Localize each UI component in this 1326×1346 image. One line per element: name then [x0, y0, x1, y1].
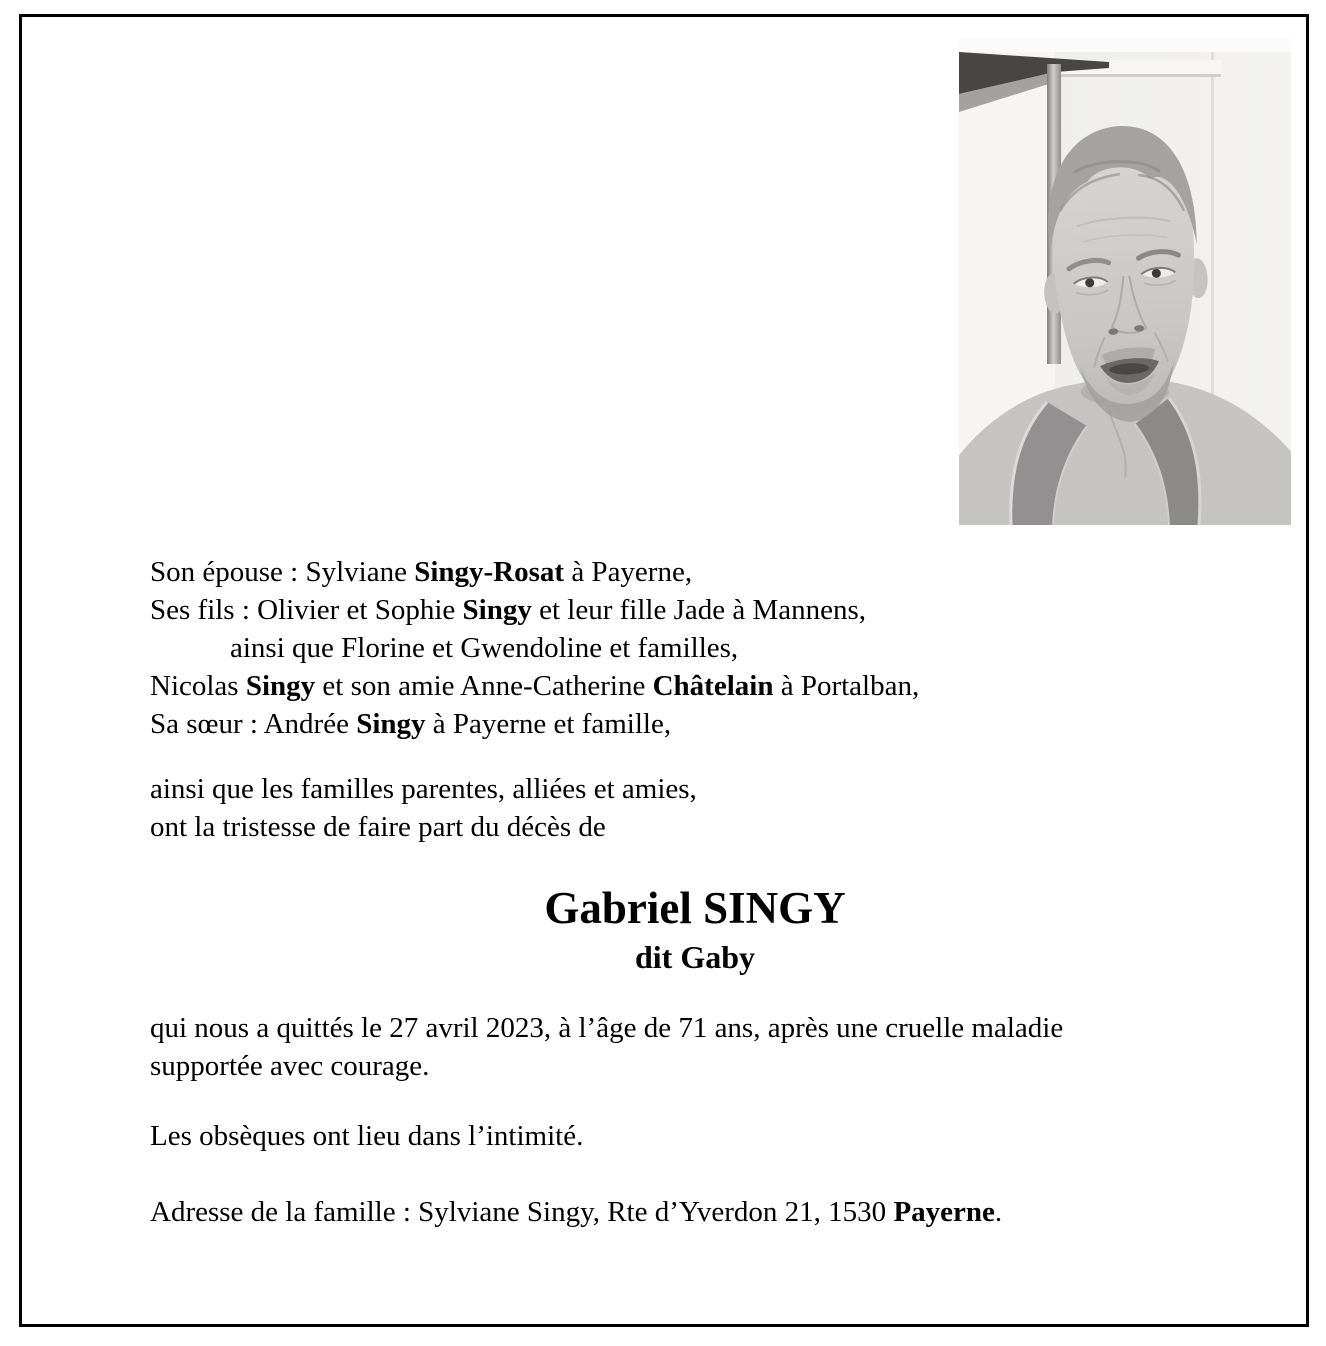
bold-text-segment: Payerne [893, 1196, 995, 1228]
text-segment: Les obsèques ont lieu dans l’intimité. [150, 1120, 584, 1152]
text-segment: et son amie Anne-Catherine [315, 670, 653, 702]
bold-text-segment: Châtelain [652, 670, 774, 702]
bold-text-segment: Singy [356, 708, 426, 740]
family-list [150, 553, 919, 743]
text-segment: à Portalban, [773, 670, 920, 702]
obituary-page [19, 14, 1309, 1327]
text-line [150, 1009, 1063, 1047]
funeral-notice [150, 1117, 583, 1155]
deceased-name: Gabriel SINGY [544, 883, 846, 933]
text-segment: Ses fils : Olivier et Sophie [150, 594, 463, 626]
portrait-photo-illustration [959, 38, 1291, 525]
text-segment: . [994, 1196, 1003, 1228]
text-segment: à Payerne, [564, 556, 693, 588]
portrait-photo [959, 38, 1291, 525]
text-line [150, 667, 919, 705]
text-line [150, 705, 919, 743]
text-line [150, 770, 697, 808]
deceased-name-block [150, 881, 1240, 979]
text-segment: Sa sœur : Andrée [150, 708, 357, 740]
text-segment: Adresse de la famille : Sylviane Singy, Rte d’Yverdon 21, 1530 [150, 1196, 894, 1228]
text-segment: ainsi que Florine et Gwendoline et familles, [230, 632, 739, 664]
text-line [150, 1193, 1002, 1231]
bold-text-segment: Singy [462, 594, 532, 626]
text-segment: Nicolas [150, 670, 246, 702]
bold-text-segment: Singy [245, 670, 316, 702]
text-segment: et leur fille Jade à Mannens, [531, 594, 867, 626]
text-line [150, 629, 919, 667]
deceased-nickname: dit Gaby [634, 939, 756, 975]
family-address [150, 1193, 1002, 1231]
announcement-intro [150, 770, 697, 846]
text-segment: Son épouse : Sylviane [150, 556, 415, 588]
text-segment: supportée avec courage. [150, 1050, 430, 1082]
text-segment: ainsi que les familles parentes, alliées et amies, [150, 773, 697, 805]
text-line [150, 591, 919, 629]
text-segment: à Payerne et famille, [425, 708, 672, 740]
text-line [150, 553, 919, 591]
text-segment: ont la tristesse de faire part du décès de [150, 811, 606, 843]
text-line [150, 808, 697, 846]
death-details [150, 1009, 1063, 1085]
bold-text-segment: Singy-Rosat [414, 556, 565, 588]
text-line [150, 1047, 1063, 1085]
text-line [150, 1117, 583, 1155]
text-segment: qui nous a quittés le 27 avril 2023, à l’âge de 71 ans, après une cruelle maladie [150, 1012, 1064, 1044]
